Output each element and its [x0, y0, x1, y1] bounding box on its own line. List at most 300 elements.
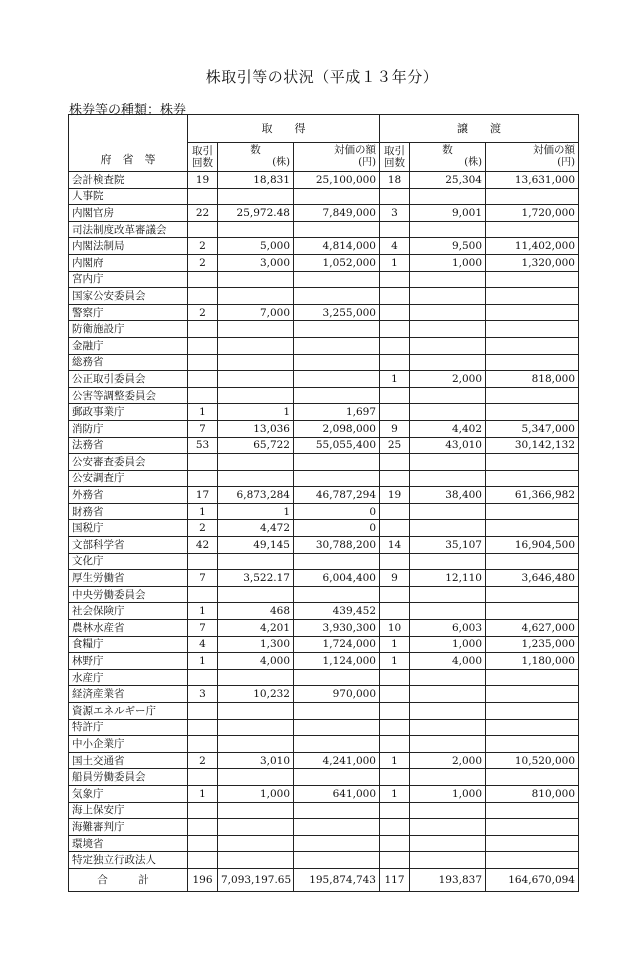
cell-acq-shares — [218, 553, 294, 570]
cell-acq-shares — [218, 454, 294, 471]
table-row — [69, 769, 579, 786]
cell-acq-count: 22 — [188, 205, 218, 222]
cell-acq-amount: 1,052,000 — [294, 254, 380, 271]
table-row — [69, 819, 579, 836]
header-acq-shares — [218, 143, 294, 172]
cell-tr-amount — [486, 703, 579, 720]
cell-tr-shares — [410, 188, 486, 205]
header-dept: 府 省 等 — [69, 115, 188, 172]
header-acq-count — [188, 143, 218, 172]
cell-acq-amount — [294, 719, 380, 736]
cell-tr-shares — [410, 669, 486, 686]
cell-acq-shares — [218, 852, 294, 869]
cell-tr-amount: 5,347,000 — [486, 420, 579, 437]
cell-acq-count: 2 — [188, 752, 218, 769]
table-row — [69, 304, 579, 321]
cell-acq-amount: 6,004,400 — [294, 570, 380, 587]
table-row — [69, 454, 579, 471]
header-acq-count-top: 取引 — [192, 145, 213, 157]
cell-acq-shares: 4,472 — [218, 520, 294, 537]
cell-tr-amount: 1,235,000 — [486, 636, 579, 653]
cell-acq-count — [188, 221, 218, 238]
cell-acq-count — [188, 387, 218, 404]
cell-tr-count — [380, 454, 410, 471]
cell-acq-amount: 30,788,200 — [294, 537, 380, 554]
cell-acq-amount — [294, 835, 380, 852]
cell-dept-name: 警察庁 — [69, 304, 188, 321]
cell-acq-count — [188, 271, 218, 288]
cell-acq-shares — [218, 221, 294, 238]
table-row — [69, 238, 579, 255]
cell-tr-count: 18 — [380, 172, 410, 189]
cell-tr-shares — [410, 337, 486, 354]
header-tr-amount-unit: (円) — [557, 157, 575, 168]
cell-acq-amount: 4,814,000 — [294, 238, 380, 255]
cell-dept-name: 消防庁 — [69, 420, 188, 437]
cell-acq-count: 1 — [188, 404, 218, 421]
cell-acq-count — [188, 337, 218, 354]
cell-acq-count — [188, 470, 218, 487]
cell-acq-amount: 970,000 — [294, 686, 380, 703]
cell-tr-amount — [486, 387, 579, 404]
cell-dept-name: 司法制度改革審議会 — [69, 221, 188, 238]
cell-tr-shares: 1,000 — [410, 785, 486, 802]
cell-tr-amount — [486, 686, 579, 703]
cell-tr-shares — [410, 686, 486, 703]
cell-acq-amount — [294, 669, 380, 686]
cell-acq-count — [188, 736, 218, 753]
cell-dept-name: 特許庁 — [69, 719, 188, 736]
header-acq-count-bottom: 回数 — [192, 157, 213, 169]
cell-acq-amount: 1,697 — [294, 404, 380, 421]
cell-tr-shares — [410, 221, 486, 238]
cell-acq-amount — [294, 271, 380, 288]
table-row — [69, 221, 579, 238]
cell-tr-count: 14 — [380, 537, 410, 554]
cell-dept-name: 環境省 — [69, 835, 188, 852]
cell-tr-count — [380, 769, 410, 786]
table-row — [69, 852, 579, 869]
cell-tr-shares: 2,000 — [410, 371, 486, 388]
cell-acq-count: 1 — [188, 603, 218, 620]
cell-tr-shares — [410, 470, 486, 487]
cell-tr-count: 25 — [380, 437, 410, 454]
cell-dept-name: 文部科学省 — [69, 537, 188, 554]
cell-tr-shares — [410, 719, 486, 736]
cell-tr-shares: 38,400 — [410, 487, 486, 504]
cell-acq-count — [188, 188, 218, 205]
cell-acq-count — [188, 802, 218, 819]
table-row — [69, 802, 579, 819]
cell-dept-name: 内閣法制局 — [69, 238, 188, 255]
cell-acq-shares — [218, 321, 294, 338]
cell-dept-name: 財務省 — [69, 503, 188, 520]
cell-acq-amount: 7,849,000 — [294, 205, 380, 222]
cell-tr-shares — [410, 769, 486, 786]
table-row — [69, 371, 579, 388]
cell-tr-shares — [410, 586, 486, 603]
cell-acq-count: 53 — [188, 437, 218, 454]
cell-tr-shares: 1,000 — [410, 254, 486, 271]
cell-dept-name: 内閣官房 — [69, 205, 188, 222]
stock-type-label: 株券等の種類：株券 — [69, 103, 187, 118]
cell-tr-count — [380, 603, 410, 620]
cell-acq-count — [188, 586, 218, 603]
cell-tr-count — [380, 703, 410, 720]
cell-acq-shares — [218, 819, 294, 836]
table-row — [69, 586, 579, 603]
header-tr-amount-top: 対価の額 — [533, 144, 575, 156]
cell-tr-shares — [410, 520, 486, 537]
cell-acq-count: 7 — [188, 570, 218, 587]
cell-acq-amount: 1,724,000 — [294, 636, 380, 653]
cell-tr-amount — [486, 669, 579, 686]
cell-tr-amount — [486, 852, 579, 869]
cell-dept-name: 厚生労働省 — [69, 570, 188, 587]
cell-tr-amount: 10,520,000 — [486, 752, 579, 769]
cell-tr-count: 19 — [380, 487, 410, 504]
cell-dept-name: 国税庁 — [69, 520, 188, 537]
cell-acq-amount: 3,930,300 — [294, 620, 380, 637]
cell-acq-amount — [294, 703, 380, 720]
cell-dept-name: 防衛施設庁 — [69, 321, 188, 338]
cell-acq-shares — [218, 769, 294, 786]
total-tr-amount: 164,670,094 — [486, 868, 579, 891]
cell-acq-count — [188, 769, 218, 786]
table-row — [69, 636, 579, 653]
header-acq-shares-unit: (株) — [272, 157, 290, 168]
cell-dept-name: 社会保険庁 — [69, 603, 188, 620]
cell-acq-shares — [218, 470, 294, 487]
cell-acq-count — [188, 454, 218, 471]
header-row-groups — [69, 115, 579, 143]
cell-tr-amount — [486, 819, 579, 836]
cell-tr-count — [380, 835, 410, 852]
cell-tr-count: 4 — [380, 238, 410, 255]
cell-acq-amount — [294, 221, 380, 238]
cell-acq-shares: 4,201 — [218, 620, 294, 637]
stock-transactions-table — [68, 114, 579, 892]
cell-tr-shares — [410, 802, 486, 819]
cell-tr-shares — [410, 553, 486, 570]
cell-acq-amount: 4,241,000 — [294, 752, 380, 769]
cell-acq-shares: 25,972.48 — [218, 205, 294, 222]
cell-acq-count — [188, 354, 218, 371]
cell-tr-amount: 16,904,500 — [486, 537, 579, 554]
cell-acq-count: 1 — [188, 653, 218, 670]
cell-tr-amount — [486, 769, 579, 786]
cell-acq-amount: 439,452 — [294, 603, 380, 620]
cell-acq-amount — [294, 321, 380, 338]
table-row — [69, 620, 579, 637]
table-row — [69, 570, 579, 587]
cell-tr-amount: 810,000 — [486, 785, 579, 802]
cell-tr-shares: 2,000 — [410, 752, 486, 769]
cell-acq-shares: 13,036 — [218, 420, 294, 437]
cell-acq-amount: 1,124,000 — [294, 653, 380, 670]
table-row — [69, 686, 579, 703]
cell-acq-amount — [294, 288, 380, 305]
cell-acq-shares: 3,522.17 — [218, 570, 294, 587]
cell-acq-count: 2 — [188, 304, 218, 321]
cell-dept-name: 海難審判庁 — [69, 819, 188, 836]
header-acq-amount-unit: (円) — [358, 157, 376, 168]
cell-acq-count: 2 — [188, 520, 218, 537]
cell-tr-count — [380, 520, 410, 537]
cell-tr-shares — [410, 304, 486, 321]
cell-dept-name: 法務省 — [69, 437, 188, 454]
header-transfer: 譲 渡 — [380, 115, 579, 143]
cell-dept-name: 文化庁 — [69, 553, 188, 570]
cell-dept-name: 公正取引委員会 — [69, 371, 188, 388]
cell-tr-amount: 4,627,000 — [486, 620, 579, 637]
header-acq-amount — [294, 143, 380, 172]
cell-dept-name: 宮内庁 — [69, 271, 188, 288]
cell-tr-shares — [410, 321, 486, 338]
cell-acq-shares: 468 — [218, 603, 294, 620]
cell-acq-count — [188, 669, 218, 686]
cell-tr-count — [380, 819, 410, 836]
cell-tr-amount — [486, 337, 579, 354]
cell-tr-shares — [410, 852, 486, 869]
cell-acq-shares — [218, 802, 294, 819]
cell-acq-count: 3 — [188, 686, 218, 703]
header-acquisition: 取 得 — [188, 115, 380, 143]
cell-tr-amount — [486, 586, 579, 603]
cell-tr-shares — [410, 387, 486, 404]
cell-dept-name: 国土交通省 — [69, 752, 188, 769]
cell-acq-shares — [218, 669, 294, 686]
cell-acq-shares — [218, 736, 294, 753]
cell-tr-count — [380, 470, 410, 487]
cell-acq-amount — [294, 337, 380, 354]
header-tr-shares — [410, 143, 486, 172]
cell-tr-count — [380, 586, 410, 603]
page-title: 株取引等の状況（平成１３年分） — [205, 68, 439, 86]
cell-tr-count — [380, 221, 410, 238]
cell-tr-count: 1 — [380, 785, 410, 802]
cell-tr-count: 10 — [380, 620, 410, 637]
cell-acq-count — [188, 835, 218, 852]
cell-dept-name: 中央労働委員会 — [69, 586, 188, 603]
cell-acq-amount: 0 — [294, 503, 380, 520]
table-row — [69, 337, 579, 354]
table-row — [69, 420, 579, 437]
table-row — [69, 653, 579, 670]
cell-tr-amount: 11,402,000 — [486, 238, 579, 255]
cell-dept-name: 会計検査院 — [69, 172, 188, 189]
cell-tr-shares — [410, 288, 486, 305]
table-row — [69, 288, 579, 305]
cell-tr-amount — [486, 454, 579, 471]
cell-tr-shares: 9,001 — [410, 205, 486, 222]
cell-dept-name: 総務省 — [69, 354, 188, 371]
total-label: 合 計 — [69, 868, 188, 891]
cell-acq-amount — [294, 553, 380, 570]
cell-acq-shares: 1,000 — [218, 785, 294, 802]
cell-acq-amount: 3,255,000 — [294, 304, 380, 321]
cell-tr-amount — [486, 503, 579, 520]
cell-acq-shares: 1 — [218, 503, 294, 520]
cell-acq-shares: 5,000 — [218, 238, 294, 255]
cell-tr-count: 1 — [380, 371, 410, 388]
cell-tr-count — [380, 852, 410, 869]
table-row — [69, 752, 579, 769]
cell-tr-amount — [486, 719, 579, 736]
cell-tr-amount — [486, 470, 579, 487]
cell-acq-shares: 7,000 — [218, 304, 294, 321]
cell-acq-amount — [294, 852, 380, 869]
cell-acq-amount: 0 — [294, 520, 380, 537]
cell-acq-shares: 6,873,284 — [218, 487, 294, 504]
cell-acq-amount — [294, 454, 380, 471]
cell-tr-count — [380, 553, 410, 570]
cell-acq-shares — [218, 188, 294, 205]
header-tr-count-top: 取引 — [384, 145, 405, 157]
cell-tr-count: 9 — [380, 570, 410, 587]
cell-acq-shares — [218, 354, 294, 371]
cell-acq-amount — [294, 802, 380, 819]
header-tr-shares-top: 数 — [442, 144, 453, 156]
cell-tr-amount — [486, 221, 579, 238]
cell-tr-amount — [486, 520, 579, 537]
cell-tr-count — [380, 686, 410, 703]
table-row — [69, 172, 579, 189]
cell-dept-name: 金融庁 — [69, 337, 188, 354]
cell-tr-shares: 35,107 — [410, 537, 486, 554]
cell-tr-amount — [486, 288, 579, 305]
cell-tr-shares: 1,000 — [410, 636, 486, 653]
cell-dept-name: 公安調査庁 — [69, 470, 188, 487]
cell-acq-shares — [218, 835, 294, 852]
cell-tr-shares: 12,110 — [410, 570, 486, 587]
cell-dept-name: 水産庁 — [69, 669, 188, 686]
cell-tr-shares — [410, 404, 486, 421]
cell-tr-count — [380, 387, 410, 404]
cell-acq-count — [188, 703, 218, 720]
cell-tr-count — [380, 669, 410, 686]
cell-acq-amount: 25,100,000 — [294, 172, 380, 189]
cell-acq-shares: 1,300 — [218, 636, 294, 653]
cell-tr-amount — [486, 736, 579, 753]
cell-tr-shares — [410, 819, 486, 836]
table-row — [69, 603, 579, 620]
cell-dept-name: 国家公安委員会 — [69, 288, 188, 305]
cell-tr-count — [380, 288, 410, 305]
cell-tr-count — [380, 404, 410, 421]
table-row — [69, 553, 579, 570]
cell-acq-amount — [294, 586, 380, 603]
cell-acq-shares: 10,232 — [218, 686, 294, 703]
cell-acq-shares — [218, 271, 294, 288]
cell-acq-amount — [294, 387, 380, 404]
cell-tr-amount: 818,000 — [486, 371, 579, 388]
cell-dept-name: 海上保安庁 — [69, 802, 188, 819]
total-tr-count: 117 — [380, 868, 410, 891]
cell-acq-count: 2 — [188, 254, 218, 271]
cell-tr-amount — [486, 835, 579, 852]
table-row — [69, 404, 579, 421]
cell-dept-name: 特定独立行政法人 — [69, 852, 188, 869]
cell-dept-name: 気象庁 — [69, 785, 188, 802]
cell-dept-name: 船員労働委員会 — [69, 769, 188, 786]
cell-acq-shares: 65,722 — [218, 437, 294, 454]
header-tr-shares-unit: (株) — [464, 157, 482, 168]
cell-acq-shares: 3,010 — [218, 752, 294, 769]
cell-tr-count — [380, 719, 410, 736]
total-tr-shares: 193,837 — [410, 868, 486, 891]
cell-acq-count — [188, 288, 218, 305]
cell-acq-shares — [218, 371, 294, 388]
table-row — [69, 437, 579, 454]
table-row — [69, 785, 579, 802]
cell-acq-count — [188, 719, 218, 736]
cell-tr-count — [380, 321, 410, 338]
table-row — [69, 487, 579, 504]
cell-acq-amount — [294, 470, 380, 487]
cell-dept-name: 外務省 — [69, 487, 188, 504]
cell-tr-shares — [410, 603, 486, 620]
header-tr-count-bottom: 回数 — [384, 157, 405, 169]
table-row — [69, 835, 579, 852]
header-acq-amount-top: 対価の額 — [334, 144, 376, 156]
cell-tr-count: 1 — [380, 653, 410, 670]
cell-tr-amount — [486, 271, 579, 288]
cell-acq-amount: 2,098,000 — [294, 420, 380, 437]
total-acq-shares: 7,093,197.65 — [218, 868, 294, 891]
cell-tr-shares — [410, 271, 486, 288]
table-row — [69, 537, 579, 554]
cell-tr-amount — [486, 603, 579, 620]
cell-acq-shares: 49,145 — [218, 537, 294, 554]
table-row — [69, 669, 579, 686]
cell-acq-count: 7 — [188, 620, 218, 637]
cell-tr-amount: 61,366,982 — [486, 487, 579, 504]
cell-tr-count — [380, 271, 410, 288]
cell-tr-amount — [486, 802, 579, 819]
cell-tr-count — [380, 188, 410, 205]
header-tr-count — [380, 143, 410, 172]
cell-acq-shares: 18,831 — [218, 172, 294, 189]
cell-tr-shares — [410, 736, 486, 753]
cell-tr-count — [380, 503, 410, 520]
table-row — [69, 188, 579, 205]
cell-acq-amount — [294, 736, 380, 753]
table-row — [69, 736, 579, 753]
cell-dept-name: 中小企業庁 — [69, 736, 188, 753]
cell-tr-shares: 6,003 — [410, 620, 486, 637]
cell-acq-count: 2 — [188, 238, 218, 255]
table-row — [69, 719, 579, 736]
cell-acq-count — [188, 819, 218, 836]
table-row — [69, 703, 579, 720]
cell-tr-amount — [486, 304, 579, 321]
cell-tr-shares — [410, 835, 486, 852]
cell-tr-amount: 1,720,000 — [486, 205, 579, 222]
cell-acq-count — [188, 321, 218, 338]
cell-acq-count: 1 — [188, 503, 218, 520]
cell-acq-amount: 55,055,400 — [294, 437, 380, 454]
cell-tr-amount — [486, 321, 579, 338]
cell-dept-name: 農林水産省 — [69, 620, 188, 637]
cell-acq-count: 42 — [188, 537, 218, 554]
cell-acq-amount — [294, 769, 380, 786]
cell-dept-name: 公害等調整委員会 — [69, 387, 188, 404]
cell-tr-amount — [486, 553, 579, 570]
table-row — [69, 254, 579, 271]
cell-tr-amount: 30,142,132 — [486, 437, 579, 454]
cell-acq-amount — [294, 819, 380, 836]
